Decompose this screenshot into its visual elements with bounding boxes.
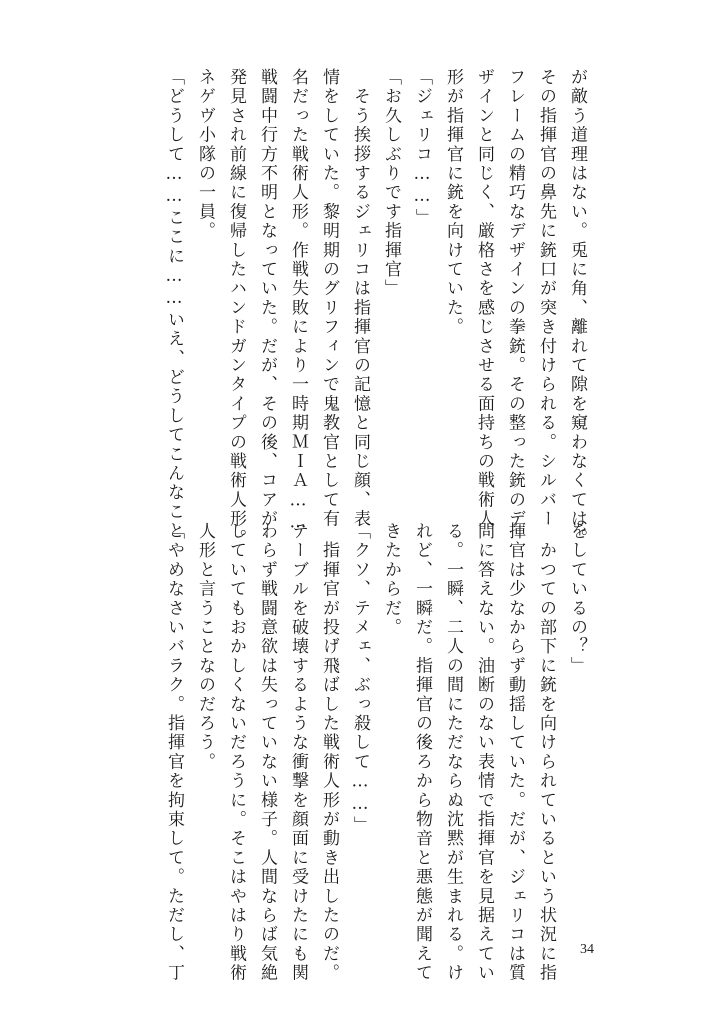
text-line: 形が指揮官に銃を向けていた。 <box>443 68 463 337</box>
text-line: していてもおかしくないだろうに。そこはやはり戦術 <box>226 522 246 983</box>
text-line: テーブルを破壊するような衝撃を顔面に受けたにも関 <box>288 522 308 983</box>
text-line: 「どうして……ここに……いえ、どうしてこんなこと <box>164 68 184 541</box>
text-line: かつての部下に銃を向けられているという状況に指 <box>536 522 556 983</box>
text-line: ネゲヴ小隊の一員。 <box>195 68 215 241</box>
text-line: 情をしていた。黎明期のグリフィンで鬼教官として有 <box>319 68 339 529</box>
text-line: 発見され前線に復帰したハンドガンタイプの戦術人形。 <box>226 68 246 548</box>
text-line: ザインと同じく、厳格さを感じさせる面持ちの戦術人 <box>474 68 494 529</box>
text-line: が敵う道理はない。兎に角、離れて隙を窺わなくては。 <box>567 68 587 548</box>
text-line: フレームの精巧なデザインの拳銃。その整った銃のデ <box>505 68 525 529</box>
text-line: 揮官は少なからず動揺していた。だが、ジェリコは質 <box>505 522 525 983</box>
text-line: 「クソ、テメェ、ぶっ殺して……」 <box>350 522 370 836</box>
text-line: 「やめなさいバラク。指揮官を拘束して。ただし、丁 <box>164 522 184 983</box>
text-line: をしているの？」 <box>567 522 587 676</box>
text-line: きたからだ。 <box>381 522 401 638</box>
text-line: 「お久しぶりです指揮官」 <box>381 68 401 299</box>
text-line: その指揮官の鼻先に銃口が突き付けられる。シルバー <box>536 68 556 529</box>
text-line: 指揮官が投げ飛ばした戦術人形が動き出したのだ。 <box>319 522 339 983</box>
text-line: 名だった戦術人形。作戦失敗により一時期ＭＩＡ…… <box>288 68 308 535</box>
text-line: 人形と言うことなのだろう。 <box>195 522 215 772</box>
text-line: 戦闘中行方不明となっていた。だが、その後、コアが <box>257 68 277 529</box>
text-line: れど、一瞬だ。指揮官の後ろから物音と悪態が聞えて <box>412 522 432 983</box>
text-line: わらず戦闘意欲は失っていない様子。人間ならば気絶 <box>257 522 277 983</box>
text-line: る。一瞬、二人の間にただならぬ沈黙が生まれる。け <box>443 522 463 983</box>
text-line: 問に答えない。油断のない表情で指揮官を見据えてい <box>474 522 494 983</box>
text-line: 「ジェリコ……」 <box>412 68 432 228</box>
text-line: そう挨拶するジェリコは指揮官の記憶と同じ顔、表 <box>350 68 370 529</box>
page-number: 34 <box>580 942 594 957</box>
